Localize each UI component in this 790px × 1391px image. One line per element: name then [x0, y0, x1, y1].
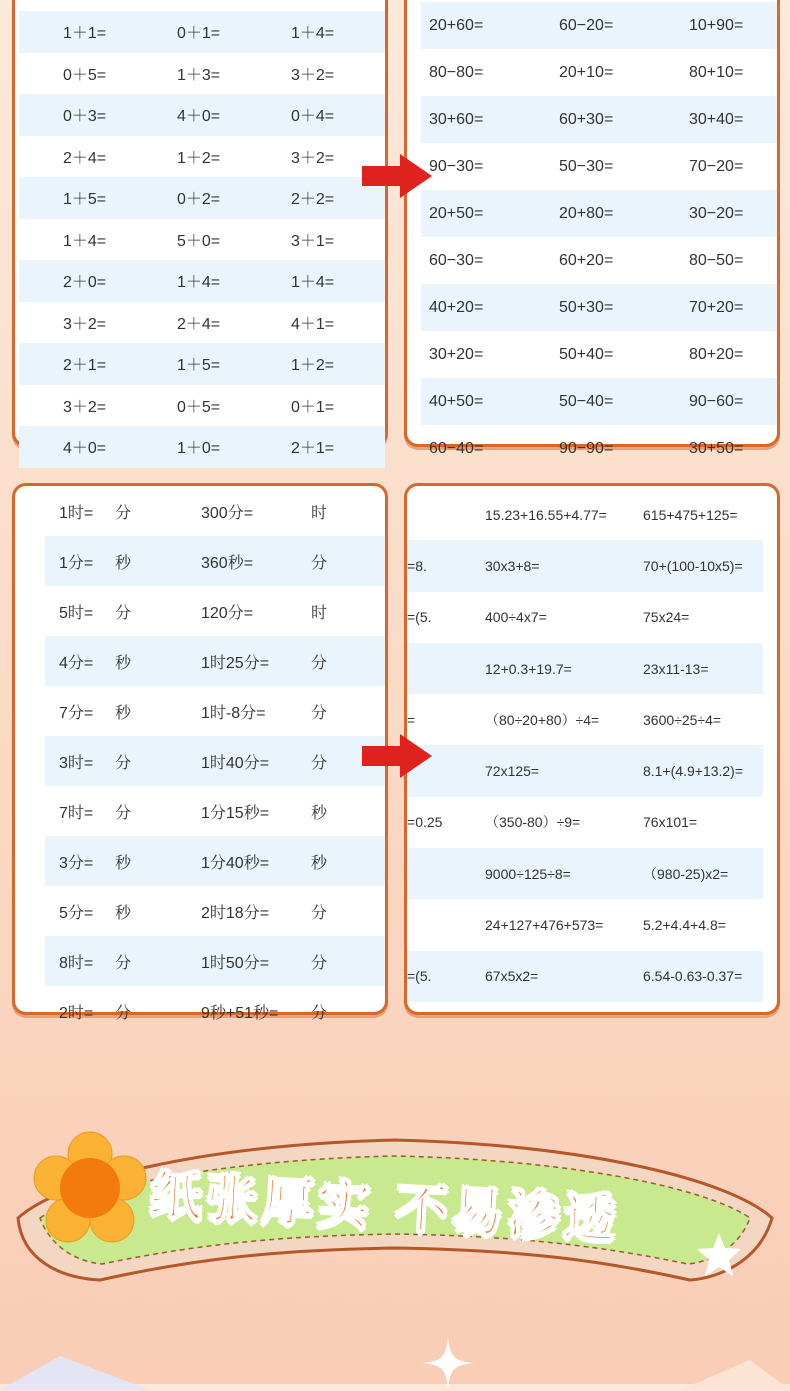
worksheet-cell: 400÷4x7= — [485, 609, 547, 626]
worksheet-cell: 分 — [311, 904, 328, 922]
worksheet-cell: 70+(100-10x5)= — [643, 557, 743, 574]
worksheet-cell: 5时= — [59, 604, 94, 622]
worksheet-row — [19, 343, 385, 385]
time-rows — [15, 486, 385, 1036]
worksheet-cell: 0＋1= — [291, 398, 335, 416]
worksheet-cell: 0＋3= — [63, 108, 107, 126]
worksheet-cell: 3＋2= — [63, 315, 107, 333]
addition-rows — [15, 11, 385, 468]
worksheet-cell: 时 — [311, 604, 328, 622]
worksheet-cell: 2＋0= — [63, 274, 107, 292]
worksheet-cell: 50−40= — [559, 392, 614, 410]
worksheet-row — [407, 643, 763, 694]
worksheet-row — [407, 951, 763, 1002]
worksheet-cell: .8= — [407, 557, 427, 574]
tens-rows — [407, 2, 777, 472]
worksheet-cell: 2时= — [59, 1004, 94, 1022]
decimal-worksheet-card — [404, 483, 780, 1015]
worksheet-row — [407, 540, 763, 591]
worksheet-cell: 1分= — [59, 554, 94, 572]
worksheet-row — [421, 2, 777, 49]
tens-worksheet-card — [404, 0, 780, 457]
worksheet-cell: 秒 — [115, 554, 132, 572]
worksheet-cell: 秒 — [311, 854, 328, 872]
worksheet-cell: 秒 — [115, 904, 132, 922]
banner-slogan: 纸张厚实 不易渗透 — [148, 1165, 622, 1251]
worksheet-cell: 5分= — [59, 904, 94, 922]
worksheet-cell: 1＋5= — [63, 191, 107, 209]
worksheet-cell: 90−60= — [689, 392, 744, 410]
worksheet-cell: 80+20= — [689, 345, 744, 363]
worksheet-cell: 分 — [311, 754, 328, 772]
worksheet-row — [45, 636, 385, 686]
right-arrow-icon — [360, 732, 434, 780]
worksheet-row — [407, 899, 763, 950]
worksheet-cell: 90−90= — [559, 439, 614, 457]
worksheet-row — [45, 786, 385, 836]
worksheet-row — [45, 886, 385, 936]
worksheet-row — [19, 219, 385, 261]
worksheet-cell: 2＋2= — [291, 191, 335, 209]
worksheet-cell: 5.2+4.4+4.8= — [643, 917, 726, 934]
worksheet-cell: 6.54-0.63-0.37= — [643, 968, 743, 985]
worksheet-cell: 70−20= — [689, 157, 744, 175]
worksheet-cell: 30+50= — [689, 439, 744, 457]
worksheet-cell: 615+475+125= — [643, 506, 738, 523]
worksheet-cell: .5)= — [407, 609, 432, 626]
worksheet-cell: 30+40= — [689, 110, 744, 128]
worksheet-cell: 分 — [311, 704, 328, 722]
worksheet-cell: 90−30= — [429, 157, 484, 175]
worksheet-cell: 秒 — [311, 804, 328, 822]
paper-corner-decoration — [680, 1360, 790, 1390]
worksheet-row — [421, 331, 777, 378]
worksheet-cell: 60−40= — [429, 439, 484, 457]
worksheet-cell: 30x3+8= — [485, 557, 540, 574]
worksheet-cell: 分 — [115, 604, 132, 622]
worksheet-row — [421, 425, 777, 472]
right-arrow-icon — [360, 152, 434, 200]
worksheet-cell: 分 — [311, 554, 328, 572]
worksheet-cell: 80−50= — [689, 251, 744, 269]
worksheet-cell: 1分15秒= — [201, 804, 270, 822]
addition-worksheet-card — [12, 0, 388, 458]
worksheet-cell: 0＋2= — [177, 191, 221, 209]
worksheet-cell: 70+20= — [689, 298, 744, 316]
time-conversion-card — [12, 483, 388, 1022]
worksheet-cell: 9000÷125÷8= — [485, 865, 571, 882]
worksheet-cell: 1＋4= — [63, 232, 107, 250]
worksheet-row — [421, 49, 777, 96]
worksheet-cell: 72x125= — [485, 763, 540, 780]
worksheet-cell: 8时= — [59, 954, 94, 972]
worksheet-cell: 1＋4= — [291, 25, 335, 43]
worksheet-cell: 80+10= — [689, 63, 744, 81]
worksheet-cell: 9秒+51秒= — [201, 1004, 279, 1022]
worksheet-cell: 0＋4= — [291, 108, 335, 126]
worksheet-cell: 7分= — [59, 704, 94, 722]
worksheet-cell: 分 — [311, 654, 328, 672]
worksheet-row — [45, 836, 385, 886]
worksheet-cell: 分 — [311, 1004, 328, 1022]
worksheet-cell: 1分40秒= — [201, 854, 270, 872]
worksheet-cell: 30+20= — [429, 345, 484, 363]
worksheet-cell: 50+40= — [559, 345, 614, 363]
worksheet-row — [19, 260, 385, 302]
worksheet-cell: 4＋1= — [291, 315, 335, 333]
worksheet-cell: 1＋2= — [177, 149, 221, 167]
worksheet-cell: 60−20= — [559, 16, 614, 34]
worksheet-cell: 1＋0= — [177, 440, 221, 458]
flower-icon — [30, 1130, 150, 1250]
worksheet-cell: 1时25分= — [201, 654, 270, 672]
worksheet-cell: 50−30= — [559, 157, 614, 175]
worksheet-row — [407, 489, 763, 540]
worksheet-row — [407, 745, 763, 796]
worksheet-cell: 7时= — [59, 804, 94, 822]
worksheet-cell: 1＋3= — [177, 66, 221, 84]
worksheet-cell: （980-25)x2= — [643, 865, 729, 882]
worksheet-cell: .5)= — [407, 968, 432, 985]
worksheet-cell: （350-80）÷9= — [485, 814, 581, 831]
worksheet-cell: 20+10= — [559, 63, 614, 81]
worksheet-cell: 3＋2= — [291, 149, 335, 167]
worksheet-cell: 30+60= — [429, 110, 484, 128]
star-icon — [694, 1230, 744, 1280]
worksheet-row — [19, 385, 385, 427]
worksheet-row — [421, 96, 777, 143]
worksheet-cell: 分 — [115, 754, 132, 772]
worksheet-cell: 360秒= — [201, 554, 254, 572]
worksheet-cell: 秒 — [115, 654, 132, 672]
worksheet-row — [45, 586, 385, 636]
worksheet-cell: 1时40分= — [201, 754, 270, 772]
worksheet-cell: 1＋4= — [177, 274, 221, 292]
worksheet-row — [421, 284, 777, 331]
worksheet-cell: 40+50= — [429, 392, 484, 410]
worksheet-cell: 4分= — [59, 654, 94, 672]
worksheet-row — [45, 486, 385, 536]
worksheet-cell: 1时50分= — [201, 954, 270, 972]
sparkle-icon — [420, 1335, 476, 1391]
worksheet-row — [407, 592, 763, 643]
worksheet-cell: 3600÷25÷4= — [643, 711, 722, 728]
worksheet-cell: 分 — [311, 954, 328, 972]
worksheet-cell: 0.25= — [407, 814, 443, 831]
worksheet-row — [45, 536, 385, 586]
worksheet-row — [19, 53, 385, 95]
worksheet-cell: 2＋4= — [177, 315, 221, 333]
worksheet-row — [421, 143, 777, 190]
worksheet-cell: 2＋1= — [63, 357, 107, 375]
worksheet-row — [19, 426, 385, 468]
worksheet-cell: 20+60= — [429, 16, 484, 34]
worksheet-cell: 1＋1= — [63, 25, 107, 43]
worksheet-cell: 10+90= — [689, 16, 744, 34]
worksheet-cell: 60−30= — [429, 251, 484, 269]
worksheet-row — [45, 686, 385, 736]
worksheet-cell: 120分= — [201, 604, 254, 622]
worksheet-cell: 分 — [115, 504, 132, 522]
worksheet-row — [45, 986, 385, 1036]
decimal-rows — [407, 489, 777, 1002]
worksheet-cell: 时 — [311, 504, 328, 522]
worksheet-cell: 3＋2= — [63, 398, 107, 416]
worksheet-cell: 1时= — [59, 504, 94, 522]
worksheet-cell: 12+0.3+19.7= — [485, 660, 572, 677]
worksheet-cell: 分 — [115, 804, 132, 822]
worksheet-row — [45, 736, 385, 786]
worksheet-cell: 4＋0= — [177, 108, 221, 126]
worksheet-cell: 3时= — [59, 754, 94, 772]
worksheet-cell: 24+127+476+573= — [485, 917, 604, 934]
worksheet-cell: 40+20= — [429, 298, 484, 316]
worksheet-cell: 3＋1= — [291, 232, 335, 250]
worksheet-cell: 15.23+16.55+4.77= — [485, 506, 607, 523]
worksheet-cell: 0＋5= — [63, 66, 107, 84]
worksheet-cell: 0＋1= — [177, 25, 221, 43]
worksheet-cell: 3＋2= — [291, 66, 335, 84]
worksheet-cell: 1＋2= — [291, 357, 335, 375]
worksheet-cell: 75x24= — [643, 609, 690, 626]
worksheet-cell: = — [407, 711, 416, 728]
worksheet-cell: 1＋5= — [177, 357, 221, 375]
worksheet-row — [407, 694, 763, 745]
worksheet-cell: 80−80= — [429, 63, 484, 81]
worksheet-row — [19, 177, 385, 219]
worksheet-cell: 秒 — [115, 704, 132, 722]
worksheet-cell: 2时18分= — [201, 904, 270, 922]
worksheet-row — [421, 237, 777, 284]
worksheet-row — [421, 190, 777, 237]
worksheet-cell: 50+30= — [559, 298, 614, 316]
worksheet-cell: 60+30= — [559, 110, 614, 128]
worksheet-cell: 秒 — [115, 854, 132, 872]
worksheet-cell: 4＋0= — [63, 440, 107, 458]
worksheet-cell: 分 — [115, 1004, 132, 1022]
worksheet-cell: 20+50= — [429, 204, 484, 222]
worksheet-cell: （80÷20+80）÷4= — [485, 711, 600, 728]
worksheet-row — [407, 848, 763, 899]
worksheet-cell: 1＋4= — [291, 274, 335, 292]
worksheet-row — [19, 302, 385, 344]
worksheet-cell: 76x101= — [643, 814, 698, 831]
worksheet-cell: 67x5x2= — [485, 968, 539, 985]
worksheet-cell: 2＋4= — [63, 149, 107, 167]
worksheet-cell: 20+80= — [559, 204, 614, 222]
worksheet-cell: 8.1+(4.9+13.2)= — [643, 763, 744, 780]
paper-corner-decoration — [0, 1350, 150, 1390]
worksheet-cell: 0＋5= — [177, 398, 221, 416]
worksheet-row — [19, 94, 385, 136]
worksheet-row — [19, 136, 385, 178]
worksheet-cell: 1时-8分= — [201, 704, 266, 722]
worksheet-row — [407, 797, 763, 848]
worksheet-row — [45, 936, 385, 986]
worksheet-row — [421, 378, 777, 425]
worksheet-row — [19, 11, 385, 53]
worksheet-cell: 5＋0= — [177, 232, 221, 250]
worksheet-cell: 23x11-13= — [643, 660, 709, 677]
worksheet-cell: 60+20= — [559, 251, 614, 269]
worksheet-cell: 3分= — [59, 854, 94, 872]
worksheet-cell: 分 — [115, 954, 132, 972]
worksheet-cell: 2＋1= — [291, 440, 335, 458]
worksheet-cell: 30−20= — [689, 204, 744, 222]
worksheet-cell: 300分= — [201, 504, 254, 522]
